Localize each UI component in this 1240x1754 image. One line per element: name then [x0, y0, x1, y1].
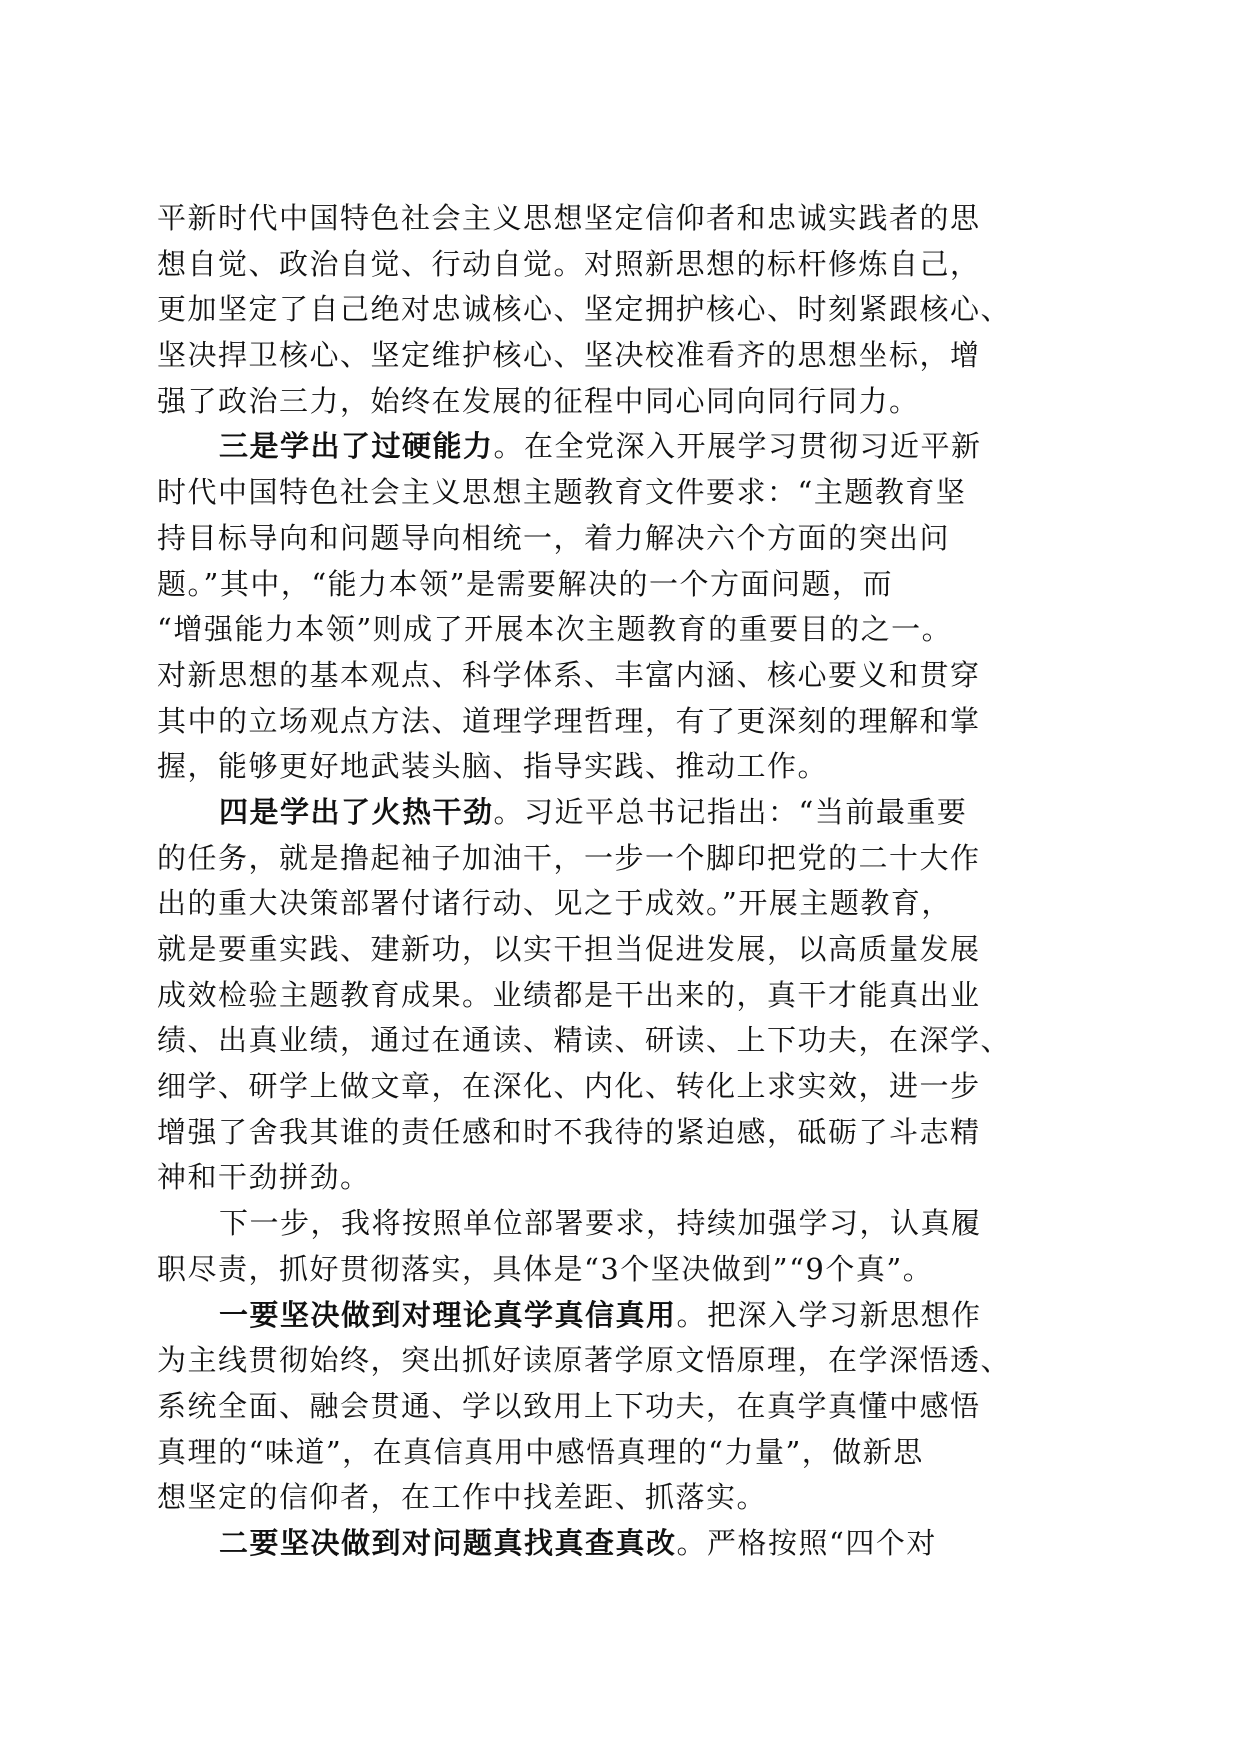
paragraph-start [157, 1201, 1097, 1247]
text-line: 题。”其中，“能力本领”是需要解决的一个方面问题，而 [157, 566, 893, 601]
text-line: 持目标导向和问题导向相统一，着力解决六个方面的突出问 [157, 520, 951, 555]
paragraph-heading: 二要坚决做到对问题真找真查真改 [219, 1525, 677, 1560]
text-line: 更加坚定了自己绝对忠诚核心、坚定拥护核心、时刻紧跟核心、 [157, 292, 1012, 327]
text-line: 就是要重实践、建新功，以实干担当促进发展，以高质量发展 [157, 932, 981, 966]
text-line: 强了政治三力，始终在发展的征程中同心同向同行同力。 [157, 383, 920, 418]
text-line: 其中的立场观点方法、道理学理哲理，有了更深刻的理解和掌 [157, 703, 981, 738]
text-line: 出的重大决策部署付诸行动、见之于成效。”开展主题教育， [157, 886, 952, 921]
text-line: 职尽责，抓好贯彻落实，具体是“3个坚决做到”“9个真”。 [157, 1251, 934, 1286]
text-line: 绩、出真业绩，通过在通读、精读、研读、上下功夫，在深学、 [157, 1023, 1012, 1058]
text-run: 下一步，我将按照单位部署要求，持续加强学习，认真履 [219, 1206, 982, 1241]
paragraph-heading: 三是学出了过硬能力 [219, 429, 494, 464]
paragraph-start [157, 424, 1097, 470]
text-line: 时代中国特色社会主义思想主题教育文件要求：“主题教育坚 [157, 475, 967, 510]
text-line: 的任务，就是撸起袖子加油干，一步一个脚印把党的二十大作 [157, 840, 981, 875]
text-line: “增强能力本领”则成了开展本次主题教育的重要目的之一。 [157, 612, 953, 647]
text-line: 想坚定的信仰者，在工作中找差距、抓落实。 [157, 1480, 768, 1515]
text-line: 坚决捍卫核心、坚定维护核心、坚决校准看齐的思想坐标，增 [157, 338, 981, 373]
text-run: 。把深入学习新思想作 [676, 1297, 982, 1332]
text-line: 细学、研学上做文章，在深化、内化、转化上求实效，进一步 [157, 1069, 981, 1104]
paragraph-heading: 四是学出了火热干劲 [219, 794, 494, 829]
paragraph-start [157, 790, 1097, 836]
text-line: 握，能够更好地武装头脑、指导实践、推动工作。 [157, 749, 829, 784]
text-line: 增强了舍我其谁的责任感和时不我待的紧迫感，砥砺了斗志精 [157, 1114, 981, 1149]
text-line: 真理的“味道”，在真信真用中感悟真理的“力量”，做新思 [157, 1434, 924, 1469]
text-line: 平新时代中国特色社会主义思想坚定信仰者和忠诚实践者的思 [157, 201, 981, 235]
paragraph-start [157, 1293, 1097, 1339]
text-line: 系统全面、融会贯通、学以致用上下功夫，在真学真懂中感悟 [157, 1388, 981, 1423]
text-line: 为主线贯彻始终，突出抓好读原著学原文悟原理，在学深悟透、 [157, 1343, 1012, 1378]
text-line: 成效检验主题教育成果。业绩都是干出来的，真干才能真出业 [157, 977, 981, 1012]
text-run: 。在全党深入开展学习贯彻习近平新 [493, 429, 982, 464]
text-run: 。严格按照“四个对 [676, 1525, 937, 1560]
text-line: 神和干劲拼劲。 [157, 1160, 371, 1195]
text-line: 想自觉、政治自觉、行动自觉。对照新思想的标杆修炼自己， [157, 246, 981, 281]
body-text [157, 196, 1097, 1567]
text-line: 对新思想的基本观点、科学体系、丰富内涵、核心要义和贯穿 [157, 657, 981, 692]
paragraph-heading: 一要坚决做到对理论真学真信真用 [219, 1297, 677, 1332]
paragraph-start [157, 1521, 1097, 1567]
text-run: 。习近平总书记指出：“当前最重要 [493, 794, 968, 829]
